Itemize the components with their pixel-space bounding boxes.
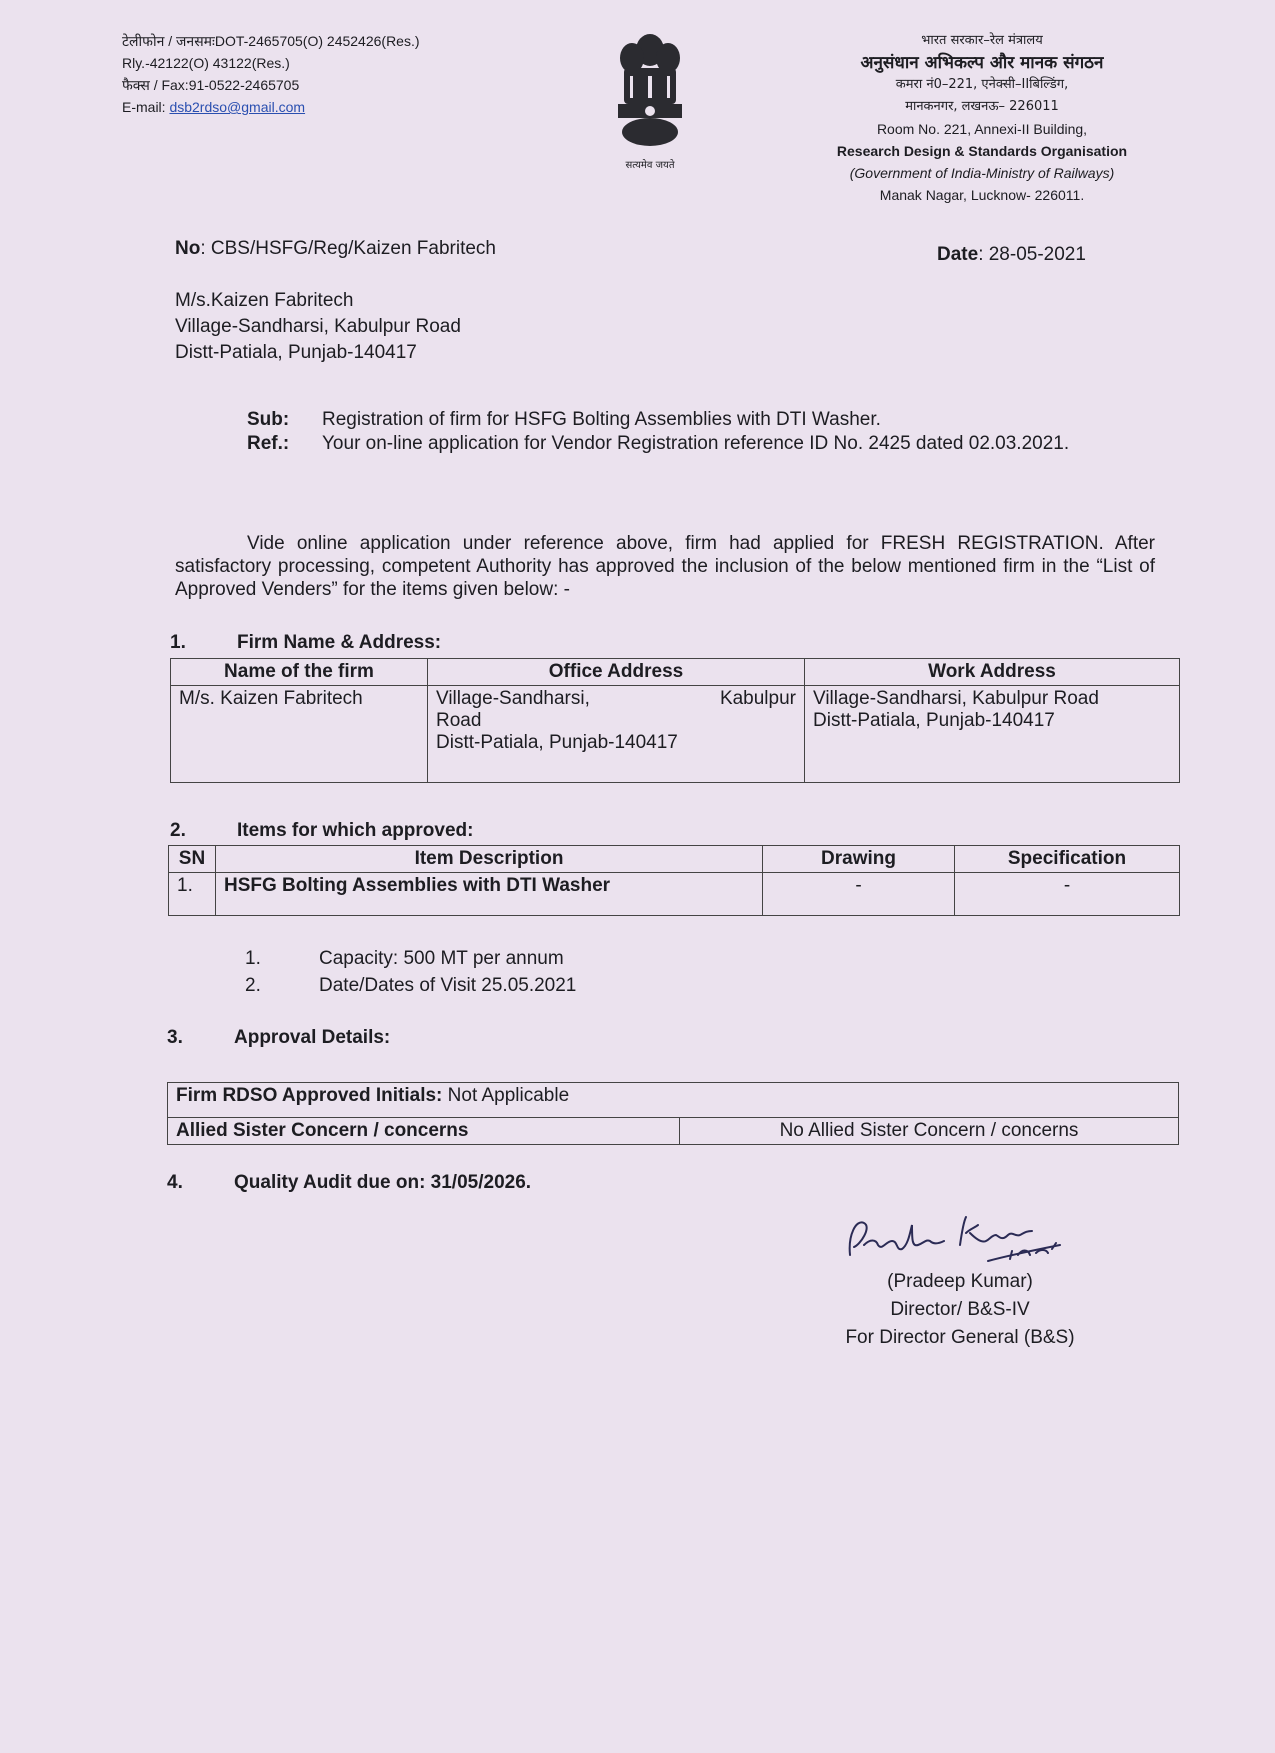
work-line: Distt-Patiala, Punjab-140417 <box>813 710 1055 731</box>
column-header: Work Address <box>805 659 1180 686</box>
table-row <box>168 1083 1179 1118</box>
section-number: 4. <box>167 1172 183 1193</box>
header-contact-block <box>122 30 420 118</box>
table-header-row <box>171 659 1180 686</box>
city-hindi: मानकनगर, लखनऊ– 226011 <box>905 99 1059 114</box>
letter-number <box>175 238 496 260</box>
org-name-english: Research Design & Standards Organisation <box>836 143 1128 159</box>
item-notes-list <box>245 945 576 999</box>
reference-text: Your on-line application for Vendor Registration reference ID No. 2425 dated 02.03.2021. <box>322 433 1070 454</box>
column-header: Drawing <box>763 846 955 873</box>
recipient-address <box>175 288 461 366</box>
list-number: 2. <box>245 975 261 996</box>
address-line: M/s.Kaizen Fabritech <box>175 290 354 311</box>
letter-date-label: Date <box>937 244 979 265</box>
email-label: E-mail: <box>122 99 170 115</box>
subject-row <box>247 408 1157 432</box>
office-line <box>436 688 796 710</box>
ministry-english: (Government of India-Ministry of Railways) <box>849 165 1115 181</box>
section-number: 3. <box>167 1027 183 1048</box>
work-address-cell <box>805 686 1180 783</box>
signature-block <box>760 1268 1160 1352</box>
room-hindi: कमरा नं0–221, एनेक्सी–IIबिल्डिंग, <box>895 77 1069 92</box>
sn-cell: 1. <box>169 873 216 916</box>
handwritten-signature <box>820 1205 1080 1265</box>
subject-label: Sub: <box>247 409 290 430</box>
section-title: Firm Name & Address: <box>237 632 442 653</box>
reference-row <box>247 432 1157 456</box>
allied-value-cell: No Allied Sister Concern / concerns <box>680 1118 1179 1145</box>
header-org-block <box>792 30 1172 206</box>
letter-date <box>937 244 1086 266</box>
subject-reference-block <box>247 408 1157 456</box>
city-english: Manak Nagar, Lucknow- 226011. <box>879 187 1085 203</box>
address-line: Village-Sandharsi, Kabulpur Road <box>175 316 461 337</box>
address-line: Distt-Patiala, Punjab-140417 <box>175 342 417 363</box>
column-header: Specification <box>955 846 1180 873</box>
emblem-motto: सत्यमेव जयते <box>625 160 675 171</box>
signatory-designation: Director/ B&S-IV <box>890 1299 1030 1320</box>
office-line: Road <box>436 710 482 731</box>
office-line-part: Village-Sandharsi, <box>436 688 590 709</box>
allied-label-cell: Allied Sister Concern / concerns <box>168 1118 680 1145</box>
approved-items-table <box>168 845 1180 916</box>
table-row <box>169 873 1180 916</box>
table-row <box>171 686 1180 783</box>
item-description-cell: HSFG Bolting Assemblies with DTI Washer <box>216 873 763 916</box>
initials-cell <box>168 1083 1179 1118</box>
specification-cell: - <box>955 873 1180 916</box>
phone-line: टेलीफोन / जनसमःDOT-2465705(O) 2452426(Res.) <box>122 33 420 49</box>
email-line <box>122 96 420 118</box>
list-number: 1. <box>245 948 261 969</box>
office-line: Distt-Patiala, Punjab-140417 <box>436 732 678 753</box>
firm-name-cell: M/s. Kaizen Fabritech <box>171 686 428 783</box>
list-text: Capacity: 500 MT per annum <box>319 948 564 969</box>
section-1-heading <box>170 632 441 654</box>
work-line: Village-Sandharsi, Kabulpur Road <box>813 688 1099 709</box>
list-item <box>245 945 576 972</box>
subject-text: Registration of firm for HSFG Bolting Assemblies with DTI Washer. <box>322 409 881 430</box>
section-number: 1. <box>170 632 186 653</box>
column-header: Name of the firm <box>171 659 428 686</box>
office-address-cell <box>428 686 805 783</box>
list-item <box>245 972 576 999</box>
list-text: Date/Dates of Visit 25.05.2021 <box>319 975 577 996</box>
table-row <box>168 1118 1179 1145</box>
letter-date-value: : 28-05-2021 <box>978 244 1086 265</box>
letter-number-label: No <box>175 238 201 259</box>
initials-value: Not Applicable <box>442 1085 570 1106</box>
fax-line: फैक्स / Fax:91-0522-2465705 <box>122 77 300 93</box>
email-link[interactable]: dsb2rdso@gmail.com <box>169 99 306 115</box>
section-4-heading <box>167 1172 531 1194</box>
letter-number-value: : CBS/HSFG/Reg/Kaizen Fabritech <box>200 238 496 259</box>
table-header-row <box>169 846 1180 873</box>
section-title: Items for which approved: <box>237 820 474 841</box>
section-title: Quality Audit due on: 31/05/2026. <box>234 1172 532 1193</box>
column-header: SN <box>169 846 216 873</box>
column-header: Item Description <box>216 846 763 873</box>
section-title: Approval Details: <box>234 1027 391 1048</box>
signatory-name: (Pradeep Kumar) <box>887 1271 1033 1292</box>
section-3-heading <box>167 1027 390 1049</box>
column-header: Office Address <box>428 659 805 686</box>
office-line-part: Kabulpur <box>719 688 796 709</box>
section-2-heading <box>170 820 473 842</box>
railway-phone-line: Rly.-42122(O) 43122(Res.) <box>122 55 290 71</box>
org-name-hindi: अनुसंधान अभिकल्प और मानक संगठन <box>860 53 1104 73</box>
ministry-hindi: भारत सरकार–रेल मंत्रालय <box>921 33 1043 48</box>
national-emblem-icon <box>608 28 692 153</box>
section-number: 2. <box>170 820 186 841</box>
firm-address-table <box>170 658 1180 783</box>
body-paragraph: Vide online application under reference above, firm had applied for FRESH REGISTRATION. After satisfactory processing, competent Authority has approved the inclusion of the below mentioned firm in the “List of Approved Venders” for the items given below: - <box>175 533 1155 600</box>
room-english: Room No. 221, Annexi-II Building, <box>876 121 1088 137</box>
drawing-cell: - <box>763 873 955 916</box>
signatory-for: For Director General (B&S) <box>845 1327 1075 1348</box>
initials-label: Firm RDSO Approved Initials: <box>176 1085 443 1106</box>
approval-details-table <box>167 1082 1179 1145</box>
reference-label: Ref.: <box>247 433 290 454</box>
